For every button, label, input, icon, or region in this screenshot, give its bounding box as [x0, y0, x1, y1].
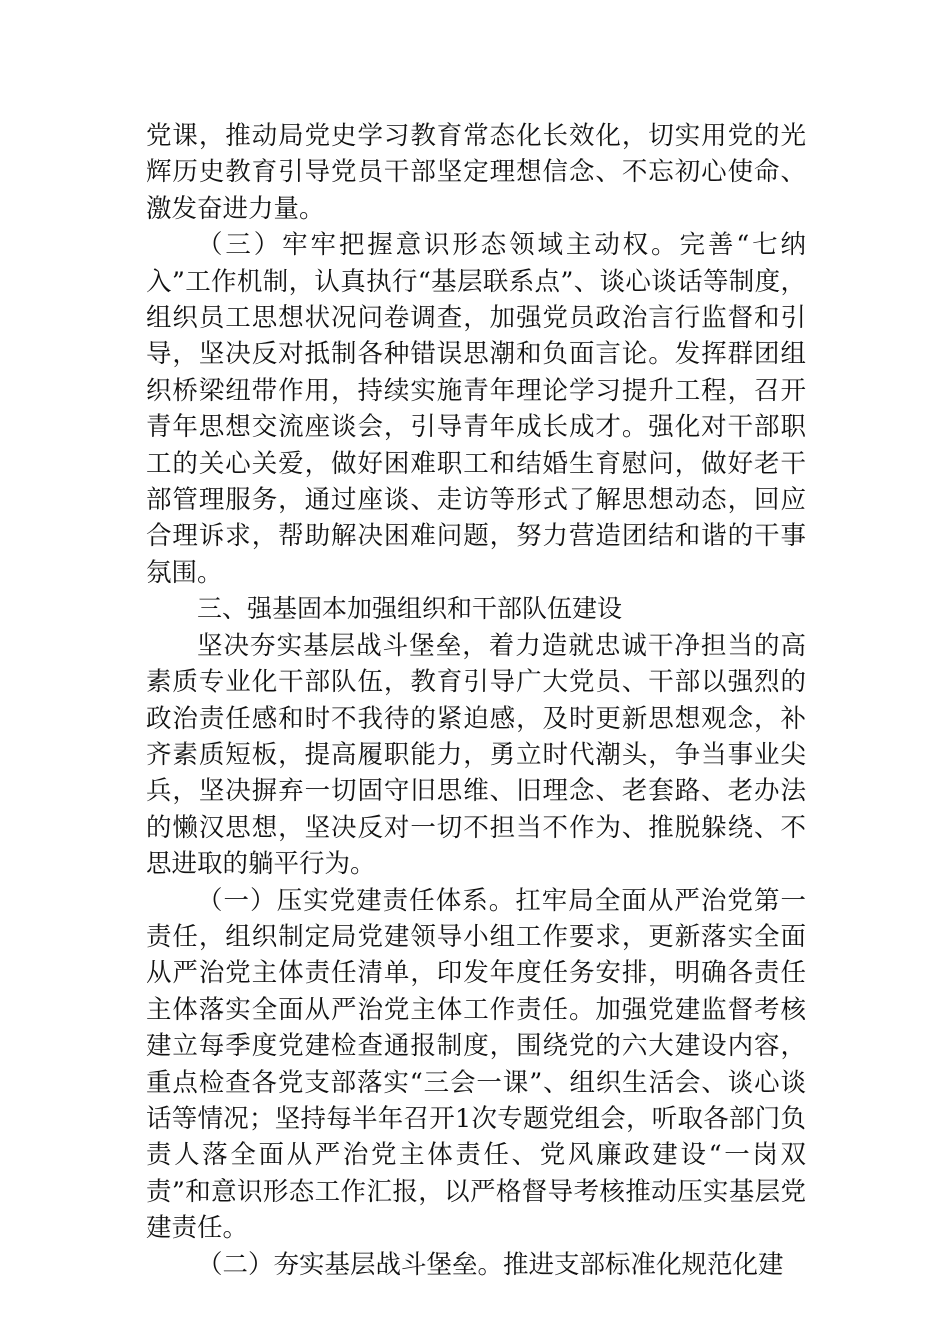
paragraph-responsibility-body: 扛牢局全面从严治党第一责任，组织制定局党建领导小组工作要求，更新落实全面从严治党主体责任清单，印发年度任务安排，明确各责任主体落实全面从严治党主体工作责任。加强党建监督考核建立每季度党建检查通报制度，围绕党的六大建设内容，重点检查各党支部落实“三会一课”、组织生活会、谈心谈话等情况；坚持每半年召开1次专题党组会，听取各部门负责人落全面从严治党主体责任、党风廉政建设“一岗双责”和意识形态工作汇报，以严格督导考核推动压实基层党建责任。 — [146, 885, 806, 1244]
paragraph-grassroots-body: 推进支部标准化规范化建 — [503, 1249, 784, 1280]
section-heading-organization: 三、强基固本加强组织和干部队伍建设 — [197, 594, 623, 624]
paragraph-responsibility — [146, 883, 806, 1247]
paragraph-ideology — [146, 227, 806, 591]
subsection-lead-ideology: （三）牢牢把握意识形态领域主动权。 — [197, 230, 680, 261]
subsection-lead-responsibility: （一）压实党建责任体系。 — [197, 885, 516, 916]
paragraph-continuation: 党课，推动局党史学习教育常态化长效化，切实用党的光辉历史教育引导党员干部坚定理想信念、不忘初心使命、激发奋进力量。 — [146, 121, 806, 224]
document-page — [146, 118, 806, 1283]
paragraph-ideology-body: 完善“七纳入”工作机制，认真执行“基层联系点”、谈心谈话等制度，组织员工思想状况问卷调查，加强党员政治言行监督和引导，坚决反对抵制各种错误思潮和负面言论。发挥群团组织桥梁纽带作用，持续实施青年理论学习提升工程，召开青年思想交流座谈会，引导青年成长成才。强化对干部职工的关心关爱，做好困难职工和结婚生育慰问，做好老干部管理服务，通过座谈、走访等形式了解思想动态，回应合理诉求，帮助解决困难问题，努力营造团结和谐的干事氛围。 — [146, 230, 806, 588]
subsection-lead-grassroots: （二）夯实基层战斗堡垒。 — [197, 1249, 504, 1280]
paragraph-grassroots — [146, 1247, 806, 1283]
paragraph-organization-intro: 坚决夯实基层战斗堡垒，着力造就忠诚干净担当的高素质专业化干部队伍，教育引导广大党员、干部以强烈的政治责任感和时不我待的紧迫感，及时更新思想观念，补齐素质短板，提高履职能力，勇立时代潮头，争当事业尖兵，坚决摒弃一切固守旧思维、旧理念、老套路、老办法的懒汉思想，坚决反对一切不担当不作为、推脱躲绕、不思进取的躺平行为。 — [146, 630, 806, 880]
